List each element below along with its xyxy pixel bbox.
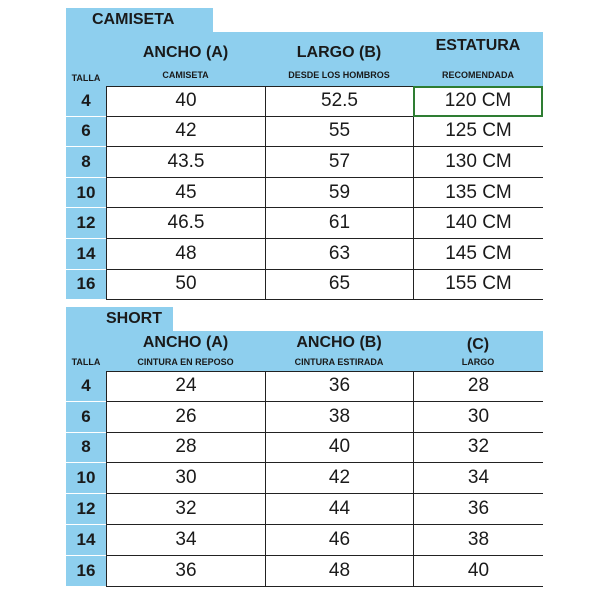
value-c-cell: 32 [413,433,543,464]
table-row [66,525,543,556]
camiseta-col-largo [265,32,413,80]
value-c-cell: 38 [413,525,543,556]
table-row [66,371,543,402]
table-row [66,556,543,587]
value-c-cell: 135 CM [413,178,543,209]
table-row [66,463,543,494]
value-b-cell: 40 [265,433,413,464]
value-a-cell: 28 [106,433,265,464]
value-c-cell: 130 CM [413,147,543,178]
value-b-cell: 38 [265,402,413,433]
camiseta-header [66,32,543,86]
value-c-cell: 140 CM [413,208,543,239]
talla-cell: 4 [66,86,106,117]
table-row [66,147,543,178]
talla-cell: 8 [66,433,106,464]
short-col-c-title: (C) [466,336,490,353]
camiseta-section [66,8,543,300]
short-col-ancho-a-sub: CINTURA EN REPOSO [137,357,234,367]
value-a-cell: 46.5 [106,208,265,239]
value-a-cell: 45 [106,178,265,209]
value-a-cell: 50 [106,270,265,301]
value-b-cell: 52.5 [265,86,413,117]
value-a-cell: 30 [106,463,265,494]
camiseta-col-ancho-title: ANCHO (A) [142,44,229,61]
value-b-cell: 46 [265,525,413,556]
value-a-cell: 42 [106,117,265,148]
talla-cell: 10 [66,463,106,494]
talla-cell: 16 [66,556,106,587]
short-col-c [413,331,543,367]
value-a-cell: 26 [106,402,265,433]
camiseta-col-largo-title: LARGO (B) [296,44,382,61]
camiseta-col-estatura-title: ESTATURA [435,37,521,54]
talla-cell: 14 [66,239,106,270]
camiseta-col-estatura [413,32,543,80]
value-b-cell: 48 [265,556,413,587]
value-c-cell: 36 [413,494,543,525]
short-col-ancho-b-title: ANCHO (B) [296,334,382,351]
short-col-ancho-b-sub: CINTURA ESTIRADA [294,357,384,367]
value-b-cell: 44 [265,494,413,525]
value-b-cell: 55 [265,117,413,148]
talla-cell: 8 [66,147,106,178]
value-c-cell: 40 [413,556,543,587]
value-c-cell: 125 CM [413,117,543,148]
short-title: SHORT [66,307,173,331]
talla-cell: 10 [66,178,106,209]
value-c-cell: 155 CM [413,270,543,301]
camiseta-col-ancho [106,32,265,80]
table-row [66,239,543,270]
camiseta-col-largo-sub: DESDE LOS HOMBROS [288,70,390,80]
selected-cell: 120 CM [413,86,543,117]
short-col-ancho-a-title: ANCHO (A) [142,334,229,351]
short-col-ancho-a [106,331,265,367]
talla-cell: 4 [66,371,106,402]
talla-cell: 12 [66,208,106,239]
camiseta-talla-label: TALLA [71,73,101,83]
value-a-cell: 40 [106,86,265,117]
table-row [66,178,543,209]
talla-cell: 6 [66,402,106,433]
table-row [66,402,543,433]
value-a-cell: 36 [106,556,265,587]
short-talla-label: TALLA [71,357,101,367]
table-row [66,270,543,301]
value-a-cell: 34 [106,525,265,556]
value-c-cell: 34 [413,463,543,494]
value-b-cell: 57 [265,147,413,178]
talla-cell: 14 [66,525,106,556]
short-col-ancho-b [265,331,413,367]
table-row [66,208,543,239]
value-c-cell: 28 [413,371,543,402]
table-row [66,117,543,148]
camiseta-title: CAMISETA [66,8,213,32]
table-row [66,433,543,464]
value-b-cell: 59 [265,178,413,209]
value-b-cell: 36 [265,371,413,402]
value-b-cell: 63 [265,239,413,270]
short-col-c-sub: LARGO [461,357,495,367]
table-row [66,494,543,525]
value-a-cell: 24 [106,371,265,402]
table-row [66,86,543,117]
talla-cell: 16 [66,270,106,301]
value-a-cell: 32 [106,494,265,525]
value-c-cell: 30 [413,402,543,433]
talla-cell: 12 [66,494,106,525]
value-c-cell: 145 CM [413,239,543,270]
value-b-cell: 61 [265,208,413,239]
value-b-cell: 42 [265,463,413,494]
value-a-cell: 43.5 [106,147,265,178]
short-section [66,307,543,607]
value-a-cell: 48 [106,239,265,270]
camiseta-col-estatura-sub: RECOMENDADA [442,70,514,80]
value-b-cell: 65 [265,270,413,301]
talla-cell: 6 [66,117,106,148]
camiseta-col-ancho-sub: CAMISETA [162,70,209,80]
